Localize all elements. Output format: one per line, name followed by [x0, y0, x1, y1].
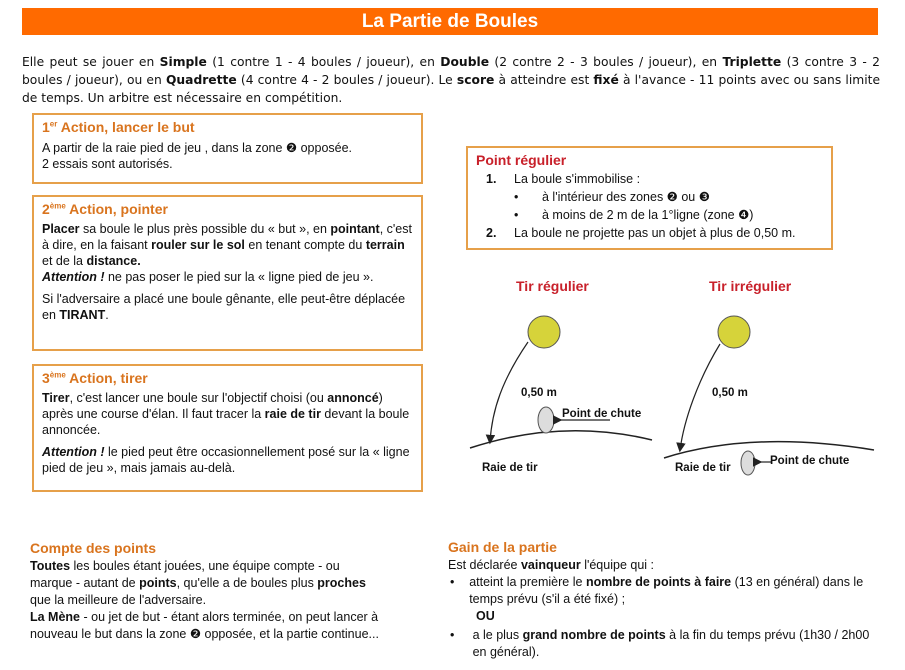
gain-ou: OU	[476, 609, 495, 623]
gain-item-text	[469, 574, 878, 608]
gain-vainqueur: vainqueur	[520, 558, 581, 572]
compte-section	[30, 540, 380, 643]
bullet-icon: •	[450, 628, 455, 642]
gain-text: a le plus	[472, 628, 523, 642]
item-number: 1.	[486, 172, 497, 186]
action1-sup: er	[49, 119, 58, 129]
action2-terrain: terrain	[365, 238, 405, 252]
action3-label: Action, tirer	[65, 370, 148, 386]
action2-tirant: TIRANT	[59, 308, 106, 322]
page-title: La Partie de Boules	[22, 8, 878, 35]
item-number: 2.	[486, 226, 497, 240]
tir-regulier-raie: Raie de tir	[482, 462, 538, 474]
item-text: La boule ne projette pas un objet à plus de 0,50 m.	[514, 226, 796, 240]
point-regulier-item	[476, 224, 823, 242]
action3-raie: raie de tir	[264, 407, 321, 421]
point-regulier-box	[466, 146, 833, 250]
action1-num: 1	[42, 119, 50, 135]
bullet-icon: •	[514, 190, 519, 204]
action2-paragraph2	[42, 291, 413, 323]
action2-sup: ème	[49, 201, 66, 211]
point-regulier-subitem	[476, 188, 823, 206]
action2-text: sa boule le plus près possible du « but », en	[79, 222, 331, 236]
compte-toutes: Toutes	[30, 559, 71, 573]
gain-bold: grand nombre de points	[522, 628, 666, 642]
point-regulier-item	[476, 170, 823, 188]
action2-distance: distance.	[86, 254, 141, 268]
action2-text: en tenant compte du	[244, 238, 366, 252]
action2-title	[42, 201, 413, 217]
intro-quadrette: Quadrette	[165, 73, 237, 87]
intro-text: Elle peut se jouer en	[22, 55, 160, 69]
action2-placer: Placer	[42, 222, 80, 236]
action3-text: le pied peut être occasionnellement posé sur la « ligne pied de jeu », mais jamais au-delà.	[42, 445, 410, 475]
action3-text: , c'est lancer une boule sur l'objectif choisi (ou	[69, 391, 328, 405]
action2-paragraph1	[42, 221, 413, 285]
compte-text: - ou jet de but - étant alors terminée, on peut lancer à nouveau le but dans la zone ❷ opposée, et la partie continue...	[30, 610, 379, 641]
compte-paragraph	[30, 558, 380, 643]
action2-text: , c'est à dire, en la faisant	[42, 222, 412, 252]
ball-icon	[528, 316, 560, 348]
action2-attention: Attention !	[42, 270, 105, 284]
action2-text: Si l'adversaire a placé une boule gênante, elle peut-être déplacée en	[42, 292, 406, 322]
action3-num: 3	[42, 370, 50, 386]
gain-section	[448, 539, 878, 661]
intro-score: score	[456, 73, 495, 87]
gain-bullet-item	[448, 627, 878, 661]
gain-intro	[448, 557, 878, 574]
tir-irregulier-distance: 0,50 m	[712, 387, 748, 399]
compte-text: les boules étant jouées, une équipe compte - ou marque - autant de	[30, 559, 340, 590]
intro-triplette: Triplette	[722, 55, 782, 69]
subitem-text: à l'intérieur des zones ❷ ou ❸	[542, 190, 710, 204]
action2-num: 2	[42, 201, 50, 217]
gain-item-text	[473, 627, 878, 661]
intro-text: (2 contre 2 - 3 boules / joueur), en	[489, 55, 723, 69]
gain-title: Gain de la partie	[448, 539, 557, 555]
action1-box	[32, 113, 423, 184]
action3-paragraph2	[42, 444, 413, 476]
action2-box	[32, 195, 423, 351]
action2-text: et de la	[42, 254, 87, 268]
compte-text: , qu'elle a de boules plus	[176, 576, 318, 590]
action1-line1: A partir de la raie pied de jeu , dans la zone ❷ opposée.	[42, 141, 353, 155]
gain-text: l'équipe qui :	[580, 558, 654, 572]
action2-rouler: rouler sur le sol	[151, 238, 245, 252]
intro-text: (3 contre 3 - 2 boules / joueur), ou en	[22, 55, 880, 87]
action2-pointant: pointant	[330, 222, 380, 236]
tir-irregulier-title: Tir irrégulier	[709, 278, 792, 294]
action3-tirer: Tirer	[42, 391, 70, 405]
action3-annonce: annoncé	[327, 391, 379, 405]
tir-regulier-distance: 0,50 m	[521, 387, 557, 399]
compte-points: points	[139, 576, 177, 590]
gain-text: atteint la première le	[469, 575, 586, 589]
compte-proches: proches	[317, 576, 366, 590]
action2-label: Action, pointer	[65, 201, 168, 217]
intro-paragraph	[22, 53, 880, 107]
action1-title	[42, 119, 413, 135]
item-text: La boule s'immobilise :	[514, 172, 641, 186]
raie-de-tir-arc	[470, 431, 652, 448]
action3-text: devant la boule annoncée.	[42, 407, 410, 437]
landing-mark	[538, 407, 554, 433]
compte-text: que la meilleure de l'adversaire.	[30, 593, 207, 607]
action3-sup: ème	[49, 370, 66, 380]
compte-title: Compte des points	[30, 540, 157, 556]
intro-fixe: fixé	[593, 73, 619, 87]
action3-attention: Attention !	[42, 445, 105, 459]
point-regulier-subitem	[476, 206, 823, 224]
intro-text: (1 contre 1 - 4 boules / joueur), en	[206, 55, 441, 69]
action2-text: .	[105, 308, 109, 322]
intro-text: à l'avance - 11 points avec ou sans limite de temps. Un arbitre est nécessaire en compétition.	[22, 73, 881, 105]
bullet-icon: •	[450, 575, 455, 589]
ball-icon	[718, 316, 750, 348]
intro-simple: Simple	[159, 55, 207, 69]
gain-bullet-item	[448, 574, 878, 608]
action2-text: ne pas poser le pied sur la « ligne pied de jeu ».	[104, 270, 374, 284]
intro-double: Double	[440, 55, 490, 69]
point-regulier-title: Point régulier	[476, 152, 567, 168]
action3-title	[42, 370, 413, 386]
tir-irregulier-raie: Raie de tir	[675, 462, 731, 474]
gain-text: à la fin du temps prévu (1h30 / 2h00 en général).	[472, 628, 870, 659]
bullet-icon: •	[514, 208, 519, 222]
action1-line2: 2 essais sont autorisés.	[42, 157, 173, 171]
action3-paragraph1	[42, 390, 413, 438]
intro-text: à atteindre est	[494, 73, 594, 87]
action1-label: Action, lancer le but	[57, 119, 195, 135]
tir-regulier-point: Point de chute	[562, 408, 642, 420]
subitem-text: à moins de 2 m de la 1°ligne (zone ❹)	[542, 208, 754, 222]
compte-mene: La Mène	[30, 610, 81, 624]
intro-text: (4 contre 4 - 2 boules / joueur). Le	[236, 73, 457, 87]
action3-box	[32, 364, 423, 492]
landing-mark	[741, 451, 755, 475]
gain-text: (13 en général) dans le temps prévu (s'il a été fixé) ;	[469, 575, 864, 606]
action3-text: ) après une course d'élan. Il faut tracer la	[42, 391, 383, 421]
gain-bold: nombre de points à faire	[585, 575, 732, 589]
gain-text: Est déclarée	[448, 558, 521, 572]
tir-regulier-title: Tir régulier	[516, 278, 589, 294]
tir-irregulier-point: Point de chute	[770, 455, 850, 467]
